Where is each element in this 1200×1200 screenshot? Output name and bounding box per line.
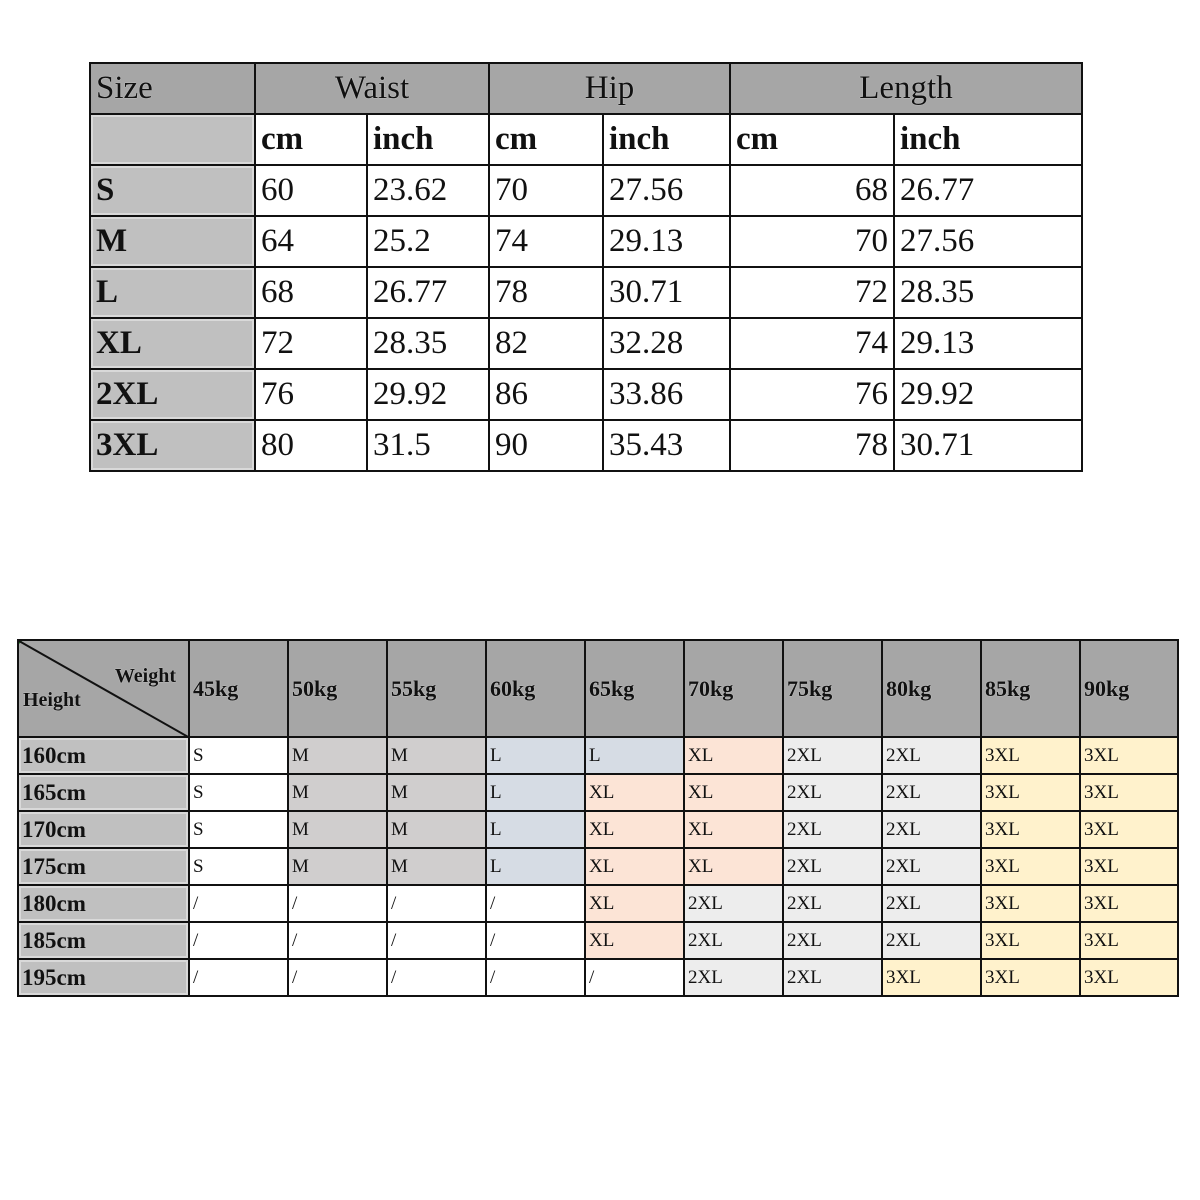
waist-in-value: 28.35 [367,318,489,369]
recommended-size-cell: M [387,811,486,848]
recommended-size-cell: / [288,885,387,922]
length-in-value: 26.77 [894,165,1082,216]
recommended-size-cell: 3XL [1080,922,1178,959]
recommended-size-cell: 3XL [981,885,1080,922]
waist-in-value: 23.62 [367,165,489,216]
weight-header: 60kg [486,640,585,737]
recommended-size-cell: S [189,811,288,848]
recommended-size-cell: M [288,737,387,774]
height-label: 160cm [18,737,189,774]
hip-in-value: 32.28 [603,318,730,369]
length-cm-value: 76 [730,369,894,420]
recommended-size-cell: 2XL [783,922,882,959]
length-cm-value: 68 [730,165,894,216]
recommended-size-cell: 2XL [783,885,882,922]
height-row [18,848,1178,885]
recommended-size-cell: XL [684,811,783,848]
unit-label: inch [603,114,730,165]
hip-cm-value: 82 [489,318,603,369]
weight-header: 85kg [981,640,1080,737]
size-label: 3XL [90,420,255,471]
recommended-size-cell: / [189,959,288,996]
recommended-size-cell: 3XL [882,959,981,996]
recommended-size-cell: / [486,922,585,959]
height-label: 170cm [18,811,189,848]
weight-header: 70kg [684,640,783,737]
waist-in-value: 29.92 [367,369,489,420]
recommended-size-cell: / [486,959,585,996]
header-row [90,63,1082,114]
recommended-size-cell: / [486,885,585,922]
length-cm-value: 74 [730,318,894,369]
recommended-size-cell: XL [684,737,783,774]
recommended-size-cell: 3XL [1080,848,1178,885]
hip-cm-value: 86 [489,369,603,420]
recommended-size-cell: / [387,922,486,959]
waist-cm-value: 60 [255,165,367,216]
unit-label: cm [489,114,603,165]
size-row [90,318,1082,369]
recommended-size-cell: L [486,774,585,811]
weight-header-row [18,640,1178,737]
recommended-size-cell: 2XL [882,885,981,922]
recommended-size-cell: 2XL [684,885,783,922]
height-label: 175cm [18,848,189,885]
recommended-size-cell: XL [585,922,684,959]
recommended-size-cell: 2XL [882,737,981,774]
waist-in-value: 25.2 [367,216,489,267]
recommended-size-cell: 3XL [1080,737,1178,774]
recommended-size-cell: / [585,959,684,996]
hip-in-value: 27.56 [603,165,730,216]
corner-header-cell [18,640,189,737]
recommended-size-cell: M [288,774,387,811]
unit-row [90,114,1082,165]
weight-header: 90kg [1080,640,1178,737]
height-row [18,959,1178,996]
size-row [90,216,1082,267]
recommended-size-cell: 3XL [981,774,1080,811]
recommended-size-cell: L [486,811,585,848]
recommended-size-cell: 2XL [783,959,882,996]
recommended-size-cell: S [189,848,288,885]
height-row [18,811,1178,848]
waist-cm-value: 80 [255,420,367,471]
size-label: XL [90,318,255,369]
recommended-size-cell: XL [585,848,684,885]
height-label: 180cm [18,885,189,922]
size-header: Size [90,63,255,114]
length-header: Length [730,63,1082,114]
recommended-size-cell: 2XL [783,811,882,848]
recommended-size-cell: 3XL [1080,959,1178,996]
waist-in-value: 31.5 [367,420,489,471]
height-row [18,737,1178,774]
hip-cm-value: 90 [489,420,603,471]
recommended-size-cell: / [288,959,387,996]
length-cm-value: 72 [730,267,894,318]
recommended-size-cell: 3XL [1080,774,1178,811]
height-label: 195cm [18,959,189,996]
recommended-size-cell: / [387,885,486,922]
hip-in-value: 33.86 [603,369,730,420]
height-row [18,774,1178,811]
weight-header: 65kg [585,640,684,737]
recommended-size-cell: / [288,922,387,959]
size-label: S [90,165,255,216]
hip-cm-value: 78 [489,267,603,318]
recommended-size-cell: 3XL [981,848,1080,885]
recommended-size-cell: / [387,959,486,996]
recommended-size-cell: 2XL [882,811,981,848]
hip-cm-value: 70 [489,165,603,216]
unit-label: inch [367,114,489,165]
weight-header: 80kg [882,640,981,737]
length-in-value: 29.13 [894,318,1082,369]
length-in-value: 28.35 [894,267,1082,318]
size-label: M [90,216,255,267]
hip-header: Hip [489,63,730,114]
recommended-size-cell: 2XL [783,848,882,885]
hip-in-value: 29.13 [603,216,730,267]
unit-label: cm [255,114,367,165]
recommended-size-cell: 2XL [882,922,981,959]
recommended-size-cell: M [387,774,486,811]
recommended-size-cell: M [288,848,387,885]
recommended-size-cell: 2XL [882,848,981,885]
recommended-size-cell: L [585,737,684,774]
recommended-size-cell: 3XL [981,811,1080,848]
recommended-size-cell: XL [585,774,684,811]
recommended-size-cell: 2XL [684,959,783,996]
weight-header: 50kg [288,640,387,737]
unit-label: cm [730,114,894,165]
waist-in-value: 26.77 [367,267,489,318]
height-label: 185cm [18,922,189,959]
length-in-value: 30.71 [894,420,1082,471]
height-row [18,922,1178,959]
recommended-size-cell: XL [684,774,783,811]
recommended-size-cell: L [486,848,585,885]
weight-axis-label: Weight [114,665,176,687]
recommended-size-cell: XL [585,811,684,848]
recommended-size-cell: / [189,922,288,959]
weight-header: 75kg [783,640,882,737]
size-row [90,267,1082,318]
waist-cm-value: 72 [255,318,367,369]
weight-header: 45kg [189,640,288,737]
hip-cm-value: 74 [489,216,603,267]
recommended-size-cell: M [288,811,387,848]
length-in-value: 27.56 [894,216,1082,267]
unit-label: inch [894,114,1082,165]
waist-cm-value: 64 [255,216,367,267]
recommended-size-cell: 3XL [1080,811,1178,848]
hip-in-value: 35.43 [603,420,730,471]
hip-in-value: 30.71 [603,267,730,318]
recommended-size-cell: / [189,885,288,922]
recommended-size-cell: 2XL [882,774,981,811]
recommended-size-cell: 2XL [783,774,882,811]
waist-cm-value: 76 [255,369,367,420]
length-in-value: 29.92 [894,369,1082,420]
recommended-size-cell: XL [585,885,684,922]
recommended-size-cell: M [387,737,486,774]
size-label: 2XL [90,369,255,420]
recommended-size-cell: 3XL [1080,885,1178,922]
size-row [90,369,1082,420]
recommended-size-cell: L [486,737,585,774]
waist-header: Waist [255,63,489,114]
recommended-size-cell: 3XL [981,959,1080,996]
unit-row-blank [90,114,255,165]
height-rows [18,737,1178,996]
recommended-size-cell: 3XL [981,922,1080,959]
recommended-size-cell: 3XL [981,737,1080,774]
height-weight-fit-table [17,639,1179,997]
recommended-size-cell: XL [684,848,783,885]
size-measurement-table [89,62,1083,472]
recommended-size-cell: S [189,774,288,811]
height-row [18,885,1178,922]
size-row [90,165,1082,216]
size-rows [90,165,1082,471]
size-row [90,420,1082,471]
waist-cm-value: 68 [255,267,367,318]
length-cm-value: 78 [730,420,894,471]
recommended-size-cell: M [387,848,486,885]
weight-header: 55kg [387,640,486,737]
recommended-size-cell: 2XL [684,922,783,959]
size-label: L [90,267,255,318]
recommended-size-cell: S [189,737,288,774]
height-axis-label: Height [23,689,81,711]
height-label: 165cm [18,774,189,811]
length-cm-value: 70 [730,216,894,267]
recommended-size-cell: 2XL [783,737,882,774]
